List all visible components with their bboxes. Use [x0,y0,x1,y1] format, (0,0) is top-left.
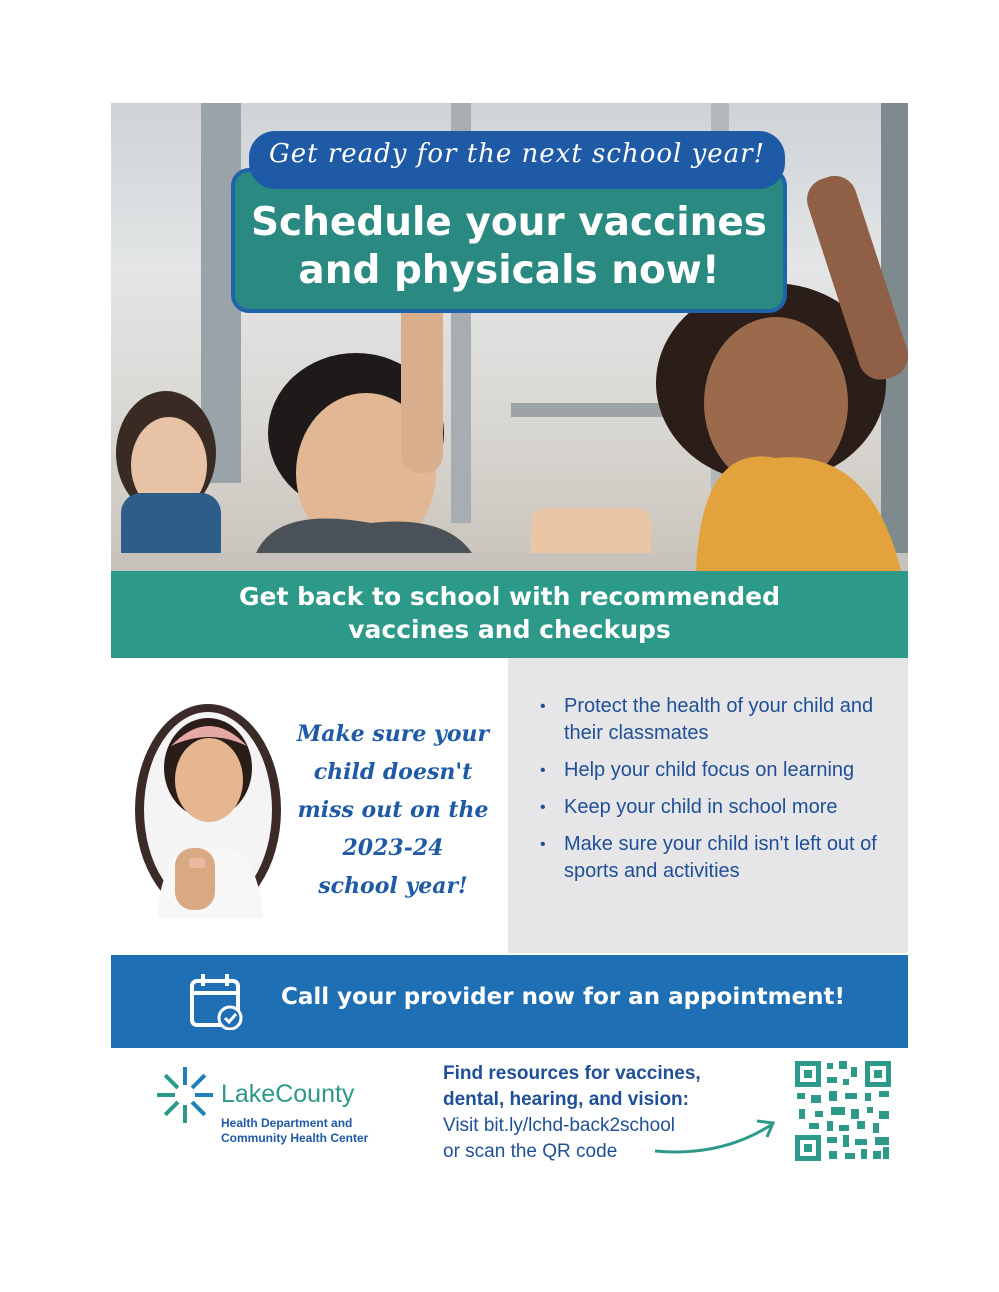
note-line: 2023-24 [342,835,444,861]
girl-with-bandage-photo [133,698,283,918]
headline-line-2: and physicals now! [298,248,720,293]
headline-line-1: Schedule your vaccines [250,200,768,245]
benefit-item: • Help your child focus on learning [534,757,894,784]
headline [231,199,787,295]
benefit-item: • Make sure your child isn't left out of sports and activities [534,831,894,885]
tagline: Get ready for the next school year! [268,139,766,169]
subheadline-line-1: Get back to school with recommended [239,582,780,611]
subheadline [111,580,908,646]
logo-name: LakeCounty [221,1080,355,1108]
benefit-item: • Keep your child in school more [534,794,894,821]
logo-sub-line-1: Health Department and [221,1116,353,1130]
note-line: Make sure your [296,721,490,747]
resources-line-2: dental, hearing, and vision: [443,1089,689,1110]
resources-line-1: Find resources for vaccines, [443,1063,701,1084]
logo-sub-line-2: Community Health Center [221,1131,369,1145]
handwritten-note [293,715,493,905]
benefits-list [534,693,894,895]
cta-text: Call your provider now for an appointment! [281,984,846,1010]
benefit-item: • Protect the health of your child and their classmates [534,693,894,747]
note-line: child doesn't [313,759,473,785]
lake-county-logo-icon [155,1065,215,1125]
arrow-icon [651,1113,781,1158]
calendar-check-icon [189,972,245,1030]
note-line: school year! [318,873,468,899]
logo-subtitle [221,1116,368,1146]
subheadline-line-2: vaccines and checkups [348,615,671,644]
resources-link[interactable]: Visit bit.ly/lchd-back2school [443,1115,675,1136]
qr-code-icon[interactable] [795,1061,891,1161]
resources-line-4: or scan the QR code [443,1141,618,1162]
note-line: miss out on the [297,797,489,823]
flyer [111,103,908,1171]
